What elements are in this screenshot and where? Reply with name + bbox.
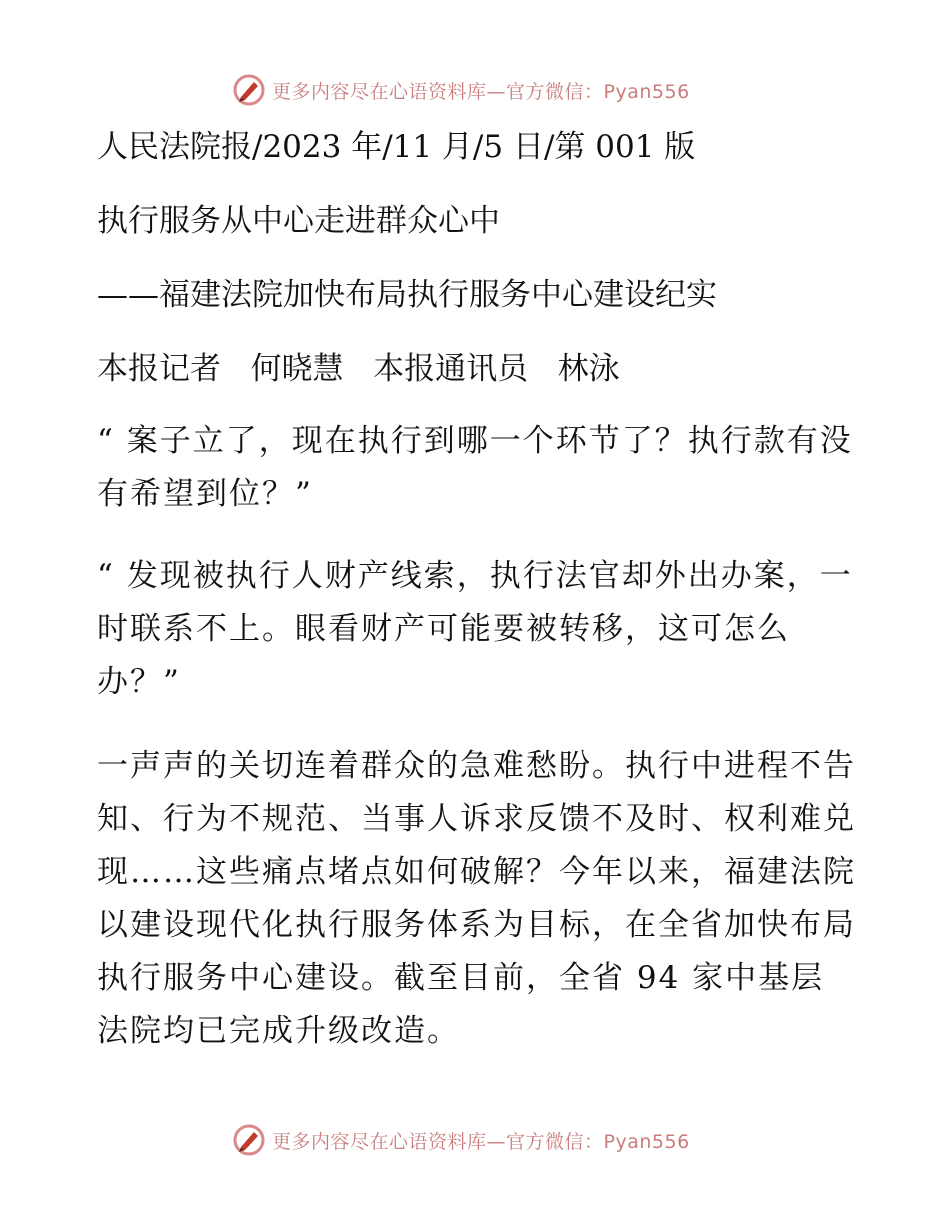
paragraph-3: 一声声的关切连着群众的急难愁盼。执行中进程不告知、行为不规范、当事人诉求反馈不及时、权利难兑现……这些痛点堵点如何破解？今年以来，福建法院以建设现代化执行服务体系为目标，在全省加快布局执行服务中心建设。截至目前，全省 94 家中基层法院均已完成升级改造。 xyxy=(97,748,856,1049)
source-line: 人民法院报/2023 年/11 月/5 日/第 001 版 xyxy=(97,129,696,165)
pen-logo-icon xyxy=(232,73,266,107)
byline: 本报记者 何晓慧 本报通讯员 林泳 xyxy=(97,351,620,387)
pen-logo-icon xyxy=(232,1123,266,1157)
article-subtitle: ——福建法院加快布局执行服务中心建设纪实 xyxy=(97,277,717,313)
paragraph-1: “ 案子立了，现在执行到哪一个环节了？执行款有没有希望到位？” xyxy=(97,423,853,512)
watermark-text: 更多内容尽在心语资料库—官方微信：Pyan556 xyxy=(272,1130,690,1153)
watermark-banner-top xyxy=(232,70,690,110)
article-title: 执行服务从中心走进群众心中 xyxy=(97,203,500,239)
paragraph-2: “ 发现被执行人财产线索，执行法官却外出办案，一时联系不上。眼看财产可能要被转移，这可怎么办？” xyxy=(97,558,853,700)
watermark-banner-bottom xyxy=(232,1120,690,1160)
watermark-text: 更多内容尽在心语资料库—官方微信：Pyan556 xyxy=(272,80,690,103)
